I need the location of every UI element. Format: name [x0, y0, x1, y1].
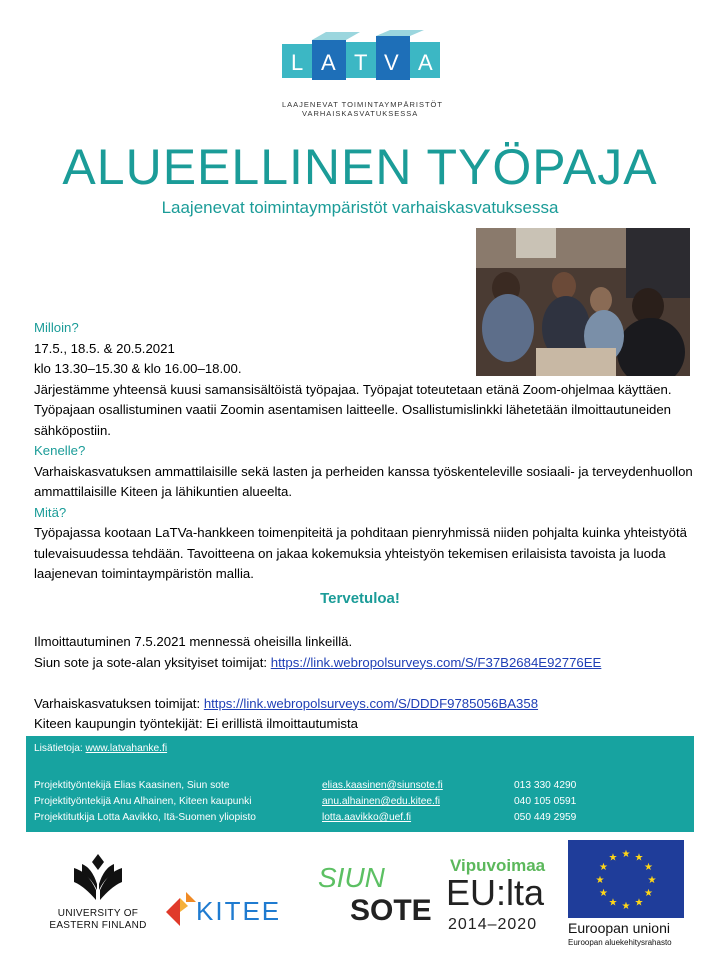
website-link[interactable]: www.latvahanke.fi: [85, 743, 168, 754]
what-heading: Mitä?: [34, 504, 67, 520]
registration-deadline: Ilmoittautuminen 7.5.2021 mennessä oheisilla linkeillä.: [34, 634, 353, 649]
svg-text:★: ★: [599, 862, 608, 873]
when-heading: Milloin?: [34, 320, 79, 335]
contact-phone: 040 105 0591: [514, 796, 577, 807]
siun-registration: [34, 653, 694, 674]
uef-logo-text: [46, 908, 150, 932]
when-description: Järjestämme yhteensä kuusi samansisältöistä työpajaa. Työpajat toteutetaan etänä Zoom-ohjelmaa käyttäen. Työpajaan osallistuminen vaatii Zoomin asentamisen laitteelle. Osallistumislinkki lähetetään ilmoittautuneiden sähköpostiin.: [34, 381, 672, 438]
contact-email[interactable]: lotta.aavikko@uef.fi: [322, 812, 412, 823]
kitee-registration: Kiteen kaupungin työntekijät: Ei erillistä ilmoittautumista: [34, 716, 358, 731]
eulta-text: EU:lta: [446, 872, 545, 913]
latva-logo: [282, 30, 442, 92]
svg-text:★: ★: [608, 852, 618, 864]
svg-text:★: ★: [595, 875, 605, 886]
eu-flag-icon: [568, 840, 684, 918]
contact-phone: 013 330 4290: [514, 780, 577, 791]
logo-tagline: [282, 100, 482, 118]
svg-text:★: ★: [599, 888, 608, 899]
svg-text:★: ★: [621, 849, 631, 860]
what-description: Työpajassa kootaan LaTVa-hankkeen toimenpiteitä ja pohditaan pienryhmissä niiden pohjalta kuinka yhteistyötä tulevaisuudessa tehdään. Tavoitteena on jakaa kokemuksia yhteistyön tekemisen erilaisista tavoista ja luoda laajenevan toimintaympäristön mallia.: [34, 525, 687, 581]
svg-text:★: ★: [634, 852, 644, 864]
event-dates: 17.5., 18.5. & 20.5.2021: [34, 340, 175, 356]
contact-email[interactable]: elias.kaasinen@siunsote.fi: [322, 780, 443, 791]
contact-name: Projektityöntekijä Anu Alhainen, Kiteen kaupunki: [34, 796, 252, 807]
who-heading: Kenelle?: [34, 443, 86, 458]
sote-logo-text: SOTE: [350, 894, 432, 927]
event-times: klo 13.30–15.30 & klo 16.00–18.00.: [34, 361, 242, 376]
siun-logo-text: SIUN: [318, 862, 385, 893]
welcome-text: Tervetuloa!: [320, 590, 400, 607]
main-content: [34, 318, 694, 585]
page-title: ALUEELLINEN TYÖPAJA: [62, 139, 658, 195]
more-info-label: Lisätietoja:: [34, 743, 86, 754]
logo-letter: V: [384, 50, 399, 75]
more-info: [34, 743, 167, 754]
eu-union-text: Euroopan unioni: [568, 920, 670, 936]
uef-logo-icon: [70, 850, 126, 902]
vaka-registration-link[interactable]: https://link.webropolsurveys.com/S/DDDF9785056BA358: [203, 695, 539, 711]
logo-letter: L: [291, 50, 304, 75]
logo-tagline-line1: LAAJENEVAT TOIMINTAYMPÄRISTÖT: [282, 100, 443, 109]
kitee-logo-icon: [166, 890, 196, 930]
contact-name: Projektitutkija Lotta Aavikko, Itä-Suomen yliopisto: [34, 812, 256, 823]
vipuvoimaa-text: Vipuvoimaa: [450, 856, 546, 875]
contact-name: Projektityöntekijä Elias Kaasinen, Siun sote: [34, 780, 230, 791]
contact-phone: 050 449 2959: [514, 812, 577, 823]
registration-block: [34, 632, 694, 735]
who-description: Varhaiskasvatuksen ammattilaisille sekä lasten ja perheiden kanssa työskenteleville sosiaali- ja terveydenhuollon ammattilaisille Kiteen ja lähikuntien alueelta.: [34, 463, 693, 499]
logo-letter: T: [354, 50, 368, 75]
kitee-logo-text: KITEE: [196, 896, 282, 926]
svg-text:★: ★: [647, 875, 657, 886]
uef-line1: UNIVERSITY OF: [57, 908, 139, 919]
logo-letter: A: [418, 50, 433, 75]
vaka-registration-label: Varhaiskasvatuksen toimijat:: [34, 695, 204, 711]
page-subtitle: Laajenevat toimintaympäristöt varhaiskasvatuksessa: [161, 198, 559, 217]
spacer: [34, 673, 694, 694]
eu-fund-text: Euroopan aluekehitysrahasto: [568, 938, 672, 947]
svg-text:★: ★: [644, 888, 653, 899]
svg-text:★: ★: [644, 862, 653, 873]
svg-text:★: ★: [608, 897, 618, 909]
logo-letter: A: [321, 50, 336, 75]
eu-years-text: 2014–2020: [448, 916, 538, 933]
svg-text:★: ★: [621, 901, 631, 912]
siun-registration-label: Siun sote ja sote-alan yksityiset toimijat:: [34, 654, 271, 670]
svg-text:★: ★: [634, 897, 644, 909]
logo-tagline-line2: VARHAISKASVATUKSESSA: [302, 109, 419, 118]
contact-email[interactable]: anu.alhainen@edu.kitee.fi: [322, 796, 440, 807]
vaka-registration: [34, 694, 694, 715]
uef-line2: EASTERN FINLAND: [49, 920, 147, 931]
siun-registration-link[interactable]: https://link.webropolsurveys.com/S/F37B2684E92776EE: [270, 654, 602, 670]
contact-info-box: [26, 736, 694, 832]
